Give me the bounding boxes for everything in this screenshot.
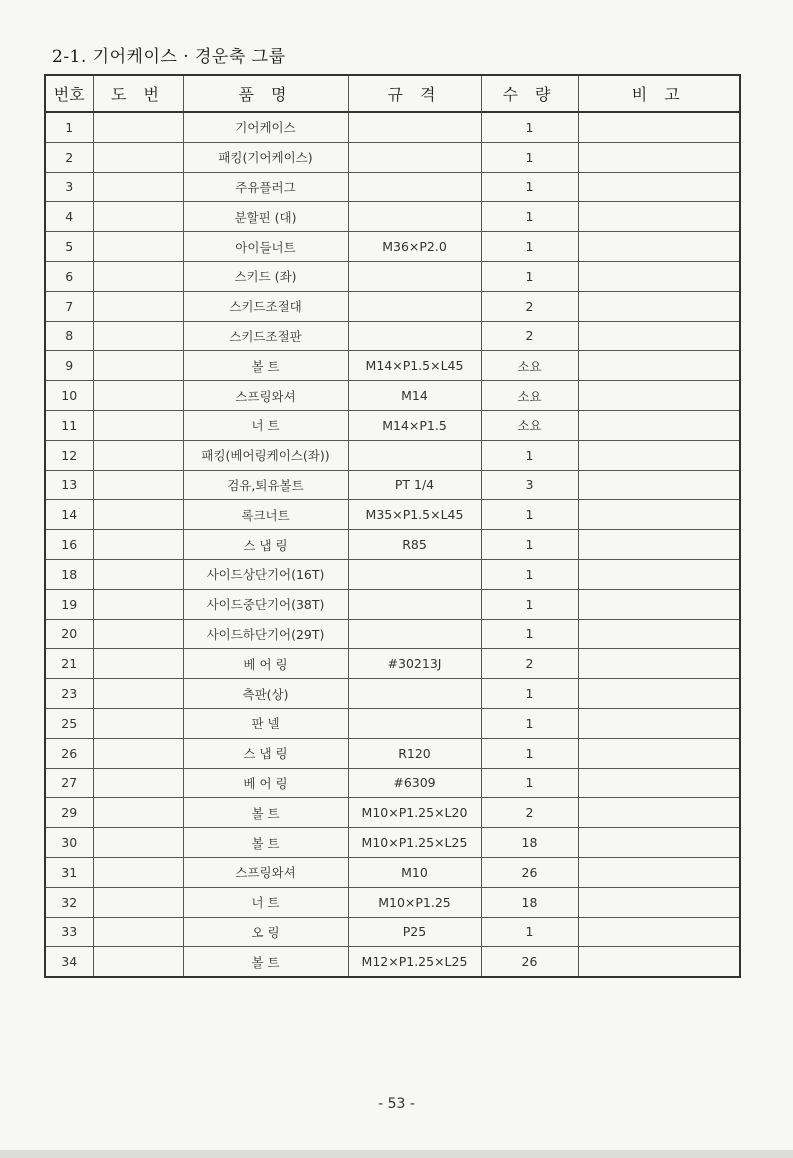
cell-note — [578, 738, 740, 768]
cell-no: 1 — [45, 112, 93, 142]
header-spec: 규 격 — [348, 75, 481, 112]
cell-qty: 1 — [481, 440, 578, 470]
page-number: - 53 - — [378, 1096, 415, 1112]
cell-drawing — [93, 410, 183, 440]
cell-qty: 1 — [481, 559, 578, 589]
cell-note — [578, 351, 740, 381]
cell-spec — [348, 679, 481, 709]
cell-qty: 1 — [481, 768, 578, 798]
cell-drawing — [93, 619, 183, 649]
cell-name: 기어케이스 — [183, 112, 348, 142]
cell-note — [578, 291, 740, 321]
cell-name: 베 어 링 — [183, 649, 348, 679]
table-row — [45, 530, 740, 560]
cell-drawing — [93, 679, 183, 709]
cell-spec — [348, 440, 481, 470]
table-row — [45, 142, 740, 172]
cell-name: 측판(상) — [183, 679, 348, 709]
cell-qty: 1 — [481, 202, 578, 232]
cell-qty: 3 — [481, 470, 578, 500]
table-row — [45, 202, 740, 232]
cell-spec — [348, 321, 481, 351]
table-row — [45, 351, 740, 381]
cell-qty: 26 — [481, 857, 578, 887]
cell-no: 13 — [45, 470, 93, 500]
cell-spec: #30213J — [348, 649, 481, 679]
page-title: 2-1. 기어케이스 · 경운축 그룹 — [52, 47, 286, 67]
table-row — [45, 589, 740, 619]
cell-spec: M10×P1.25×L25 — [348, 828, 481, 858]
cell-qty: 1 — [481, 500, 578, 530]
table-row — [45, 261, 740, 291]
cell-note — [578, 708, 740, 738]
table-row — [45, 649, 740, 679]
cell-qty: 1 — [481, 172, 578, 202]
table-row — [45, 708, 740, 738]
cell-name: 볼 트 — [183, 351, 348, 381]
cell-name: 너 트 — [183, 887, 348, 917]
cell-note — [578, 798, 740, 828]
table-row — [45, 410, 740, 440]
cell-note — [578, 857, 740, 887]
header-qty: 수 량 — [481, 75, 578, 112]
cell-qty: 1 — [481, 530, 578, 560]
cell-qty: 18 — [481, 828, 578, 858]
cell-name: 패킹(기어케이스) — [183, 142, 348, 172]
cell-name: 판 넬 — [183, 708, 348, 738]
cell-drawing — [93, 321, 183, 351]
cell-no: 26 — [45, 738, 93, 768]
cell-qty: 2 — [481, 321, 578, 351]
cell-name: 사이드상단기어(16T) — [183, 559, 348, 589]
cell-no: 12 — [45, 440, 93, 470]
cell-note — [578, 381, 740, 411]
cell-drawing — [93, 708, 183, 738]
cell-no: 14 — [45, 500, 93, 530]
cell-note — [578, 887, 740, 917]
cell-spec: R85 — [348, 530, 481, 560]
table-row — [45, 917, 740, 947]
cell-name: 볼 트 — [183, 828, 348, 858]
table-row — [45, 321, 740, 351]
cell-drawing — [93, 917, 183, 947]
cell-drawing — [93, 470, 183, 500]
cell-note — [578, 917, 740, 947]
cell-note — [578, 530, 740, 560]
cell-note — [578, 768, 740, 798]
cell-no: 20 — [45, 619, 93, 649]
cell-qty: 소요 — [481, 381, 578, 411]
cell-no: 18 — [45, 559, 93, 589]
table-row — [45, 798, 740, 828]
cell-name: 록크너트 — [183, 500, 348, 530]
table-body — [45, 112, 740, 977]
cell-drawing — [93, 261, 183, 291]
cell-spec: M10 — [348, 857, 481, 887]
cell-qty: 26 — [481, 947, 578, 977]
cell-note — [578, 172, 740, 202]
cell-spec: M36×P2.0 — [348, 232, 481, 262]
cell-no: 11 — [45, 410, 93, 440]
cell-no: 33 — [45, 917, 93, 947]
cell-name: 아이들너트 — [183, 232, 348, 262]
cell-note — [578, 261, 740, 291]
table-row — [45, 291, 740, 321]
cell-spec: M14×P1.5 — [348, 410, 481, 440]
table-row — [45, 559, 740, 589]
table-row — [45, 500, 740, 530]
table-row — [45, 887, 740, 917]
cell-spec — [348, 559, 481, 589]
cell-no: 3 — [45, 172, 93, 202]
cell-spec: #6309 — [348, 768, 481, 798]
cell-note — [578, 947, 740, 977]
cell-no: 2 — [45, 142, 93, 172]
cell-no: 34 — [45, 947, 93, 977]
table-row — [45, 947, 740, 977]
cell-qty: 1 — [481, 917, 578, 947]
cell-note — [578, 679, 740, 709]
cell-spec — [348, 142, 481, 172]
cell-no: 27 — [45, 768, 93, 798]
table-row — [45, 679, 740, 709]
cell-spec: M12×P1.25×L25 — [348, 947, 481, 977]
cell-note — [578, 410, 740, 440]
cell-no: 30 — [45, 828, 93, 858]
cell-name: 스프링와셔 — [183, 381, 348, 411]
table-row — [45, 112, 740, 142]
cell-name: 주유플러그 — [183, 172, 348, 202]
cell-spec — [348, 112, 481, 142]
table-row — [45, 232, 740, 262]
cell-drawing — [93, 530, 183, 560]
cell-qty: 1 — [481, 142, 578, 172]
cell-drawing — [93, 857, 183, 887]
cell-name: 스키드조절대 — [183, 291, 348, 321]
cell-name: 베 어 링 — [183, 768, 348, 798]
parts-table — [44, 74, 741, 978]
cell-spec — [348, 202, 481, 232]
cell-no: 8 — [45, 321, 93, 351]
cell-spec: M35×P1.5×L45 — [348, 500, 481, 530]
cell-qty: 2 — [481, 798, 578, 828]
cell-drawing — [93, 947, 183, 977]
cell-spec: M10×P1.25 — [348, 887, 481, 917]
cell-drawing — [93, 768, 183, 798]
cell-drawing — [93, 440, 183, 470]
table-header-row — [45, 75, 740, 112]
cell-drawing — [93, 142, 183, 172]
cell-no: 5 — [45, 232, 93, 262]
cell-no: 29 — [45, 798, 93, 828]
cell-drawing — [93, 351, 183, 381]
cell-qty: 1 — [481, 708, 578, 738]
cell-spec: P25 — [348, 917, 481, 947]
cell-note — [578, 589, 740, 619]
cell-spec — [348, 261, 481, 291]
cell-no: 6 — [45, 261, 93, 291]
cell-name: 오 링 — [183, 917, 348, 947]
cell-drawing — [93, 232, 183, 262]
cell-drawing — [93, 589, 183, 619]
cell-name: 분할핀 (대) — [183, 202, 348, 232]
cell-note — [578, 232, 740, 262]
cell-spec: M14×P1.5×L45 — [348, 351, 481, 381]
cell-name: 스키드조절판 — [183, 321, 348, 351]
cell-qty: 1 — [481, 738, 578, 768]
table-row — [45, 381, 740, 411]
cell-no: 10 — [45, 381, 93, 411]
cell-drawing — [93, 202, 183, 232]
cell-drawing — [93, 798, 183, 828]
cell-note — [578, 440, 740, 470]
cell-spec — [348, 619, 481, 649]
cell-name: 검유,퇴유볼트 — [183, 470, 348, 500]
cell-name: 볼 트 — [183, 947, 348, 977]
cell-name: 너 트 — [183, 410, 348, 440]
cell-drawing — [93, 887, 183, 917]
header-note: 비 고 — [578, 75, 740, 112]
cell-spec — [348, 708, 481, 738]
cell-note — [578, 142, 740, 172]
table-row — [45, 172, 740, 202]
cell-note — [578, 470, 740, 500]
cell-qty: 1 — [481, 619, 578, 649]
cell-qty: 2 — [481, 649, 578, 679]
page-bottom-edge — [0, 1150, 793, 1158]
table-row — [45, 738, 740, 768]
cell-drawing — [93, 649, 183, 679]
cell-drawing — [93, 381, 183, 411]
table-row — [45, 440, 740, 470]
table-row — [45, 619, 740, 649]
cell-note — [578, 649, 740, 679]
cell-drawing — [93, 828, 183, 858]
cell-no: 32 — [45, 887, 93, 917]
cell-qty: 소요 — [481, 351, 578, 381]
cell-no: 23 — [45, 679, 93, 709]
cell-qty: 1 — [481, 679, 578, 709]
cell-qty: 18 — [481, 887, 578, 917]
cell-no: 31 — [45, 857, 93, 887]
cell-name: 볼 트 — [183, 798, 348, 828]
cell-name: 패킹(베어링케이스(좌)) — [183, 440, 348, 470]
cell-name: 스키드 (좌) — [183, 261, 348, 291]
cell-note — [578, 202, 740, 232]
cell-qty: 소요 — [481, 410, 578, 440]
cell-spec — [348, 589, 481, 619]
cell-qty: 2 — [481, 291, 578, 321]
cell-qty: 1 — [481, 112, 578, 142]
cell-spec: M10×P1.25×L20 — [348, 798, 481, 828]
header-name: 품 명 — [183, 75, 348, 112]
cell-name: 스프링와셔 — [183, 857, 348, 887]
cell-note — [578, 619, 740, 649]
cell-qty: 1 — [481, 589, 578, 619]
cell-note — [578, 321, 740, 351]
cell-name: 스 냅 링 — [183, 530, 348, 560]
table-row — [45, 828, 740, 858]
cell-name: 사이드하단기어(29T) — [183, 619, 348, 649]
table-row — [45, 857, 740, 887]
cell-spec: M14 — [348, 381, 481, 411]
cell-qty: 1 — [481, 232, 578, 262]
cell-no: 7 — [45, 291, 93, 321]
header-drawing: 도 번 — [93, 75, 183, 112]
cell-spec — [348, 291, 481, 321]
cell-note — [578, 828, 740, 858]
cell-no: 4 — [45, 202, 93, 232]
table-row — [45, 768, 740, 798]
cell-no: 9 — [45, 351, 93, 381]
cell-drawing — [93, 291, 183, 321]
cell-spec: R120 — [348, 738, 481, 768]
cell-drawing — [93, 112, 183, 142]
cell-note — [578, 559, 740, 589]
cell-drawing — [93, 500, 183, 530]
cell-drawing — [93, 738, 183, 768]
cell-note — [578, 500, 740, 530]
header-no: 번호 — [45, 75, 93, 112]
cell-spec — [348, 172, 481, 202]
cell-no: 21 — [45, 649, 93, 679]
cell-qty: 1 — [481, 261, 578, 291]
cell-drawing — [93, 559, 183, 589]
cell-name: 스 냅 링 — [183, 738, 348, 768]
cell-spec: PT 1/4 — [348, 470, 481, 500]
cell-drawing — [93, 172, 183, 202]
cell-no: 16 — [45, 530, 93, 560]
cell-no: 19 — [45, 589, 93, 619]
cell-name: 사이드중단기어(38T) — [183, 589, 348, 619]
cell-note — [578, 112, 740, 142]
cell-no: 25 — [45, 708, 93, 738]
table-row — [45, 470, 740, 500]
